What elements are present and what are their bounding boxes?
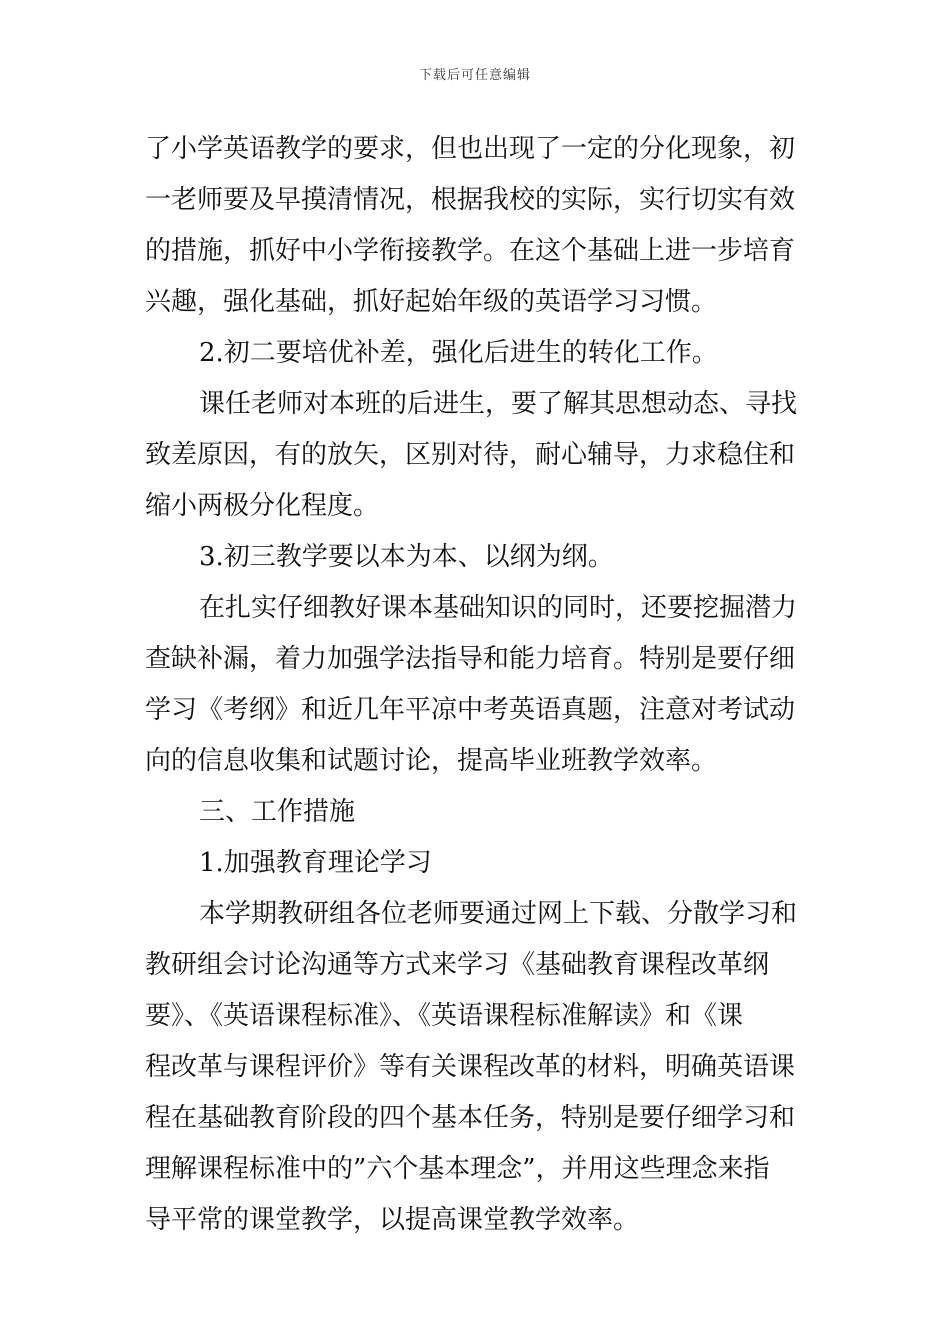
text-line: 导平常的课堂教学，以提高课堂教学效率。	[145, 1205, 640, 1235]
text-line: 程在基础教育阶段的四个基本任务，特别是要仔细学习和	[145, 1103, 796, 1133]
text-line: 查缺补漏，着力加强学法指导和能力培育。特别是要仔细	[145, 644, 796, 674]
subsection-heading: 1.加强教育理论学习	[199, 848, 432, 878]
text-line: 向的信息收集和试题讨论，提高毕业班教学效率。	[145, 746, 718, 776]
document-body	[145, 124, 807, 1246]
text-line: 学习《考纲》和近几年平凉中考英语真题，注意对考试动	[145, 695, 796, 725]
text-line: 3.初三教学要以本为本、以纲为纲。	[199, 542, 614, 572]
text-line: 致差原因，有的放矢，区别对待，耐心辅导，力求稳住和	[145, 440, 796, 470]
text-line: 缩小两极分化程度。	[145, 491, 380, 521]
text-line: 理解课程标准中的”六个基本理念”，并用这些理念来指	[145, 1154, 770, 1184]
text-line: 在扎实仔细教好课本基础知识的同时，还要挖掘潜力	[199, 593, 798, 623]
text-line: 了小学英语教学的要求，但也出现了一定的分化现象，初	[145, 134, 796, 164]
text-line: 课任老师对本班的后进生，要了解其思想动态、寻找	[199, 389, 798, 419]
page-header: 下载后可任意编辑	[418, 68, 531, 83]
text-line: 教研组会讨论沟通等方式来学习《基础教育课程改革纲	[145, 950, 770, 980]
text-line: 要》、《英语课程标准》、《英语课程标准解读》和《课	[145, 1001, 744, 1031]
section-heading: 三、工作措施	[199, 797, 356, 827]
text-line: 2.初二要培优补差，强化后进生的转化工作。	[199, 338, 718, 368]
text-line: 本学期教研组各位老师要通过网上下载、分散学习和	[199, 899, 798, 929]
text-line: 一老师要及早摸清情况，根据我校的实际，实行切实有效	[145, 185, 796, 215]
text-line: 的措施，抓好中小学衔接教学。在这个基础上进一步培育	[145, 236, 796, 266]
text-line: 兴趣，强化基础，抓好起始年级的英语学习习惯。	[145, 287, 718, 317]
text-line: 程改革与课程评价》等有关课程改革的材料，明确英语课	[145, 1052, 796, 1082]
